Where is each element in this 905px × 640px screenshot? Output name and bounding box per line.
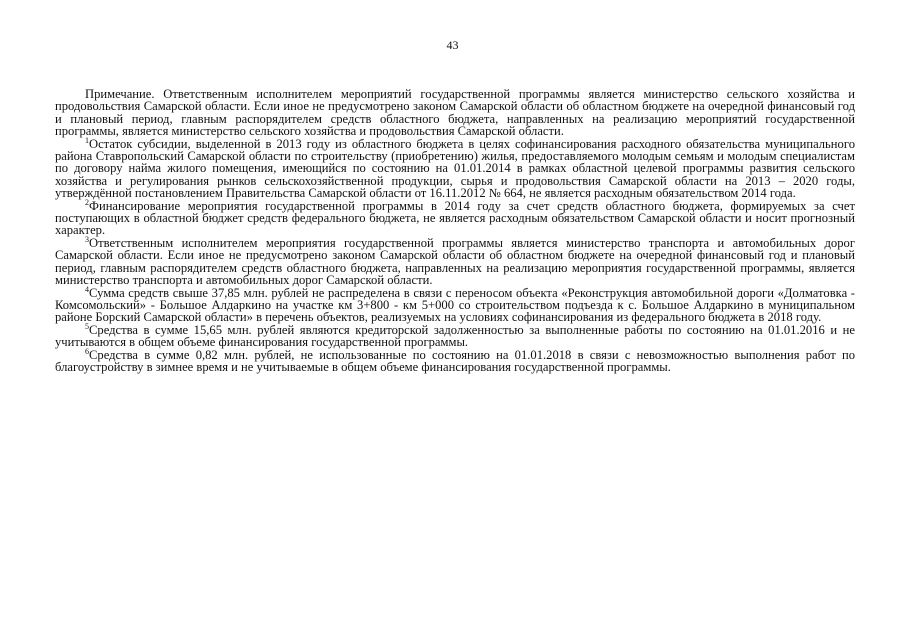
footnote-text: Финансирование мероприятия государственной программы в 2014 году за счет средств областного бюджета, формируемых за счет поступающих в областной бюджет средств федерального бюджета, не является расходным обязательством Самарской области и носит прогнозный характер.	[55, 198, 855, 238]
footnote-text: Сумма средств свыше 37,85 млн. рублей не распределена в связи с переносом объекта «Реконструкция автомобильной дороги «Долматовка - Комсомольский» - Большое Алдаркино на участке км 3+800 - км 5+000 со строительством подъезда к с. Большое Алдаркино в муниципальном районе Борский Самарской области» в перечень объектов, реализуемых на условиях софинансирования из федерального бюджета в 2018 году.	[55, 285, 855, 325]
footnote-marker: 1	[85, 135, 89, 145]
footnote-1	[55, 135, 855, 201]
footnote-marker: 3	[85, 234, 89, 244]
footnote-marker: 5	[85, 321, 89, 331]
footnote-marker: 2	[85, 197, 89, 207]
footnote-marker: 4	[85, 284, 89, 294]
footnote-2	[55, 197, 855, 238]
page-number: 43	[446, 38, 459, 52]
footnote-marker: 6	[85, 346, 89, 356]
footnote-6	[55, 346, 855, 374]
footnote-text: Средства в сумме 0,82 млн. рублей, не использованные по состоянию на 01.01.2018 в связи с невозможностью выполнения работ по благоустройству в зимнее время и не учитываемые в общем объеме финансирования государственной программы.	[55, 347, 855, 374]
document-body	[55, 88, 855, 373]
footnote-5	[55, 321, 855, 350]
footnote-3	[55, 234, 855, 288]
footnote-text: Остаток субсидии, выделенной в 2013 году из областного бюджета в целях софинансирования расходного обязательства муниципального района Ставропольский Самарской области по строительству (приобретению) жилья, предоставляемого молодым семьям и молодым специалистам по договору найма жилого помещения, имеющийся по состоянию на 01.01.2014 в рамках областной целевой программы развития сельского хозяйства и регулирования рынков сельскохозяйственной продукции, сырья и продовольствия Самарской области на 2013 – 2020 годы, утверждённой постановлением Правительства Самарской области от 16.11.2012 № 664, не является расходным обязательством 2014 года.	[55, 136, 855, 201]
note-paragraph: Примечание. Ответственным исполнителем мероприятий государственной программы является министерство сельского хозяйства и продовольствия Самарской области. Если иное не предусмотрено законом Самарской области об областном бюджете на очередной финансовый год и плановый период, главным распорядителем средств областного бюджета, направленных на реализацию мероприятий государственной программы, является министерство сельского хозяйства и продовольствия Самарской области.	[55, 87, 855, 139]
footnote-text: Ответственным исполнителем мероприятия государственной программы является министерство транспорта и автомобильных дорог Самарской области. Если иное не предусмотрено законом Самарской области об областном бюджете на очередной финансовый год и плановый период, главным распорядителем средств областного бюджета, направленных на реализацию мероприятия государственной программы, является министерство транспорта и автомобильных дорог Самарской области.	[55, 235, 855, 288]
footnote-text: Средства в сумме 15,65 млн. рублей являются кредиторской задолженностью за выполненные работы по состоянию на 01.01.2016 и не учитываются в общем объеме финансирования государственной программы.	[55, 322, 855, 350]
footnote-4	[55, 284, 855, 325]
